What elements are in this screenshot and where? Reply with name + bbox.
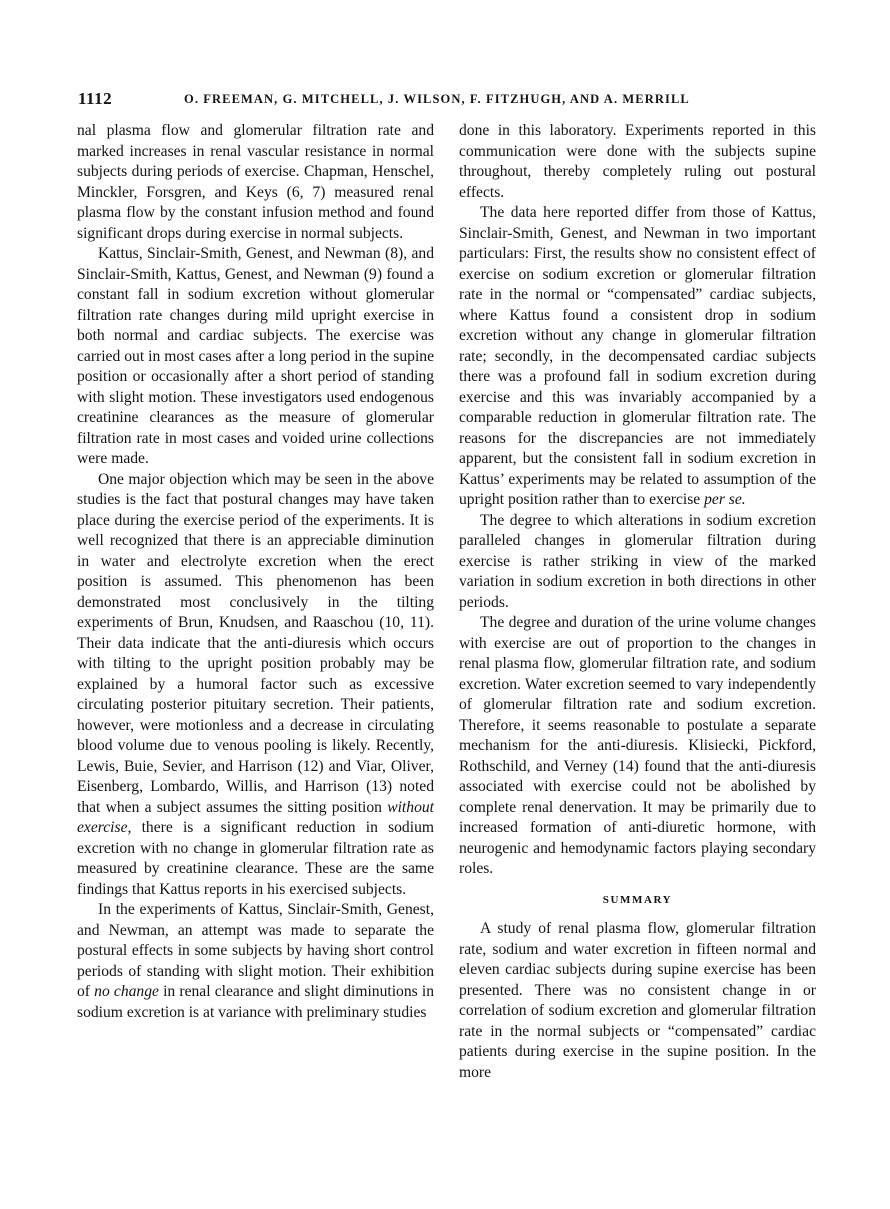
paragraph-kattus-findings: Kattus, Sinclair-Smith, Genest, and Newman (8), and Sinclair-Smith, Kattus, Genest, and Newman (9) found a constant fall in sodium excretion without glomerular filtration rate changes during mild upright exercise in both normal and cardiac subjects. The exercise was carried out in most cases after a long period in the supine position or occasionally after a short period of standing with slight motion. These investigators used endogenous creatinine clearances as the measure of glomerular filtration rate in most cases and voided urine collections were made. — [77, 245, 434, 467]
text-run: in renal clearance and slight diminutions in sodium excretion is at variance with preliminary studies — [77, 983, 434, 1021]
paragraph-summary: A study of renal plasma flow, glomerular filtration rate, sodium and water excretion in fifteen normal and eleven cardiac subjects during supine exercise has been presented. There was no consistent change in or correlation of sodium excretion and glomerular filtration rate in the normal subjects or “compensated” cardiac patients during exercise in the supine position. In the more — [459, 920, 816, 1081]
running-head-authors: O. FREEMAN, G. MITCHELL, J. WILSON, F. FITZHUGH, AND A. MERRILL — [184, 92, 690, 106]
section-heading-summary: SUMMARY — [602, 893, 673, 906]
paragraph-differences — [459, 203, 816, 511]
text-run: The data here reported differ from those of Kattus, Sinclair-Smith, Genest, and Newman in two important particulars: First, the results show no consistent effect of exercise on sodium excretion or glomerular filtration rate in the normal or “compensated” cardiac subjects, where Kattus found a consistent drop in sodium excretion without any change in glomerular filtration rate; secondly, in the decompensated cardiac subjects there was a profound fall in sodium excretion during exercise and this was invariably accompanied by a comparable reduction in glomerular filtration rate. The reasons for the discrepancies are not immediately apparent, but the consistent fall in sodium excretion in Kattus’ experiments may be related to assumption of the upright position rather than to exercise — [459, 204, 816, 508]
text-run: there is a significant reduction in sodium excretion with no change in glomerular filtration rate as measured by creatinine clearance. These are the same findings that Kattus reports in his exercised subjects. — [77, 819, 434, 898]
page-header — [78, 89, 818, 113]
text-run: In the experiments of Kattus, Sinclair-Smith, Genest, and Newman, an attempt was made to separate the postural effects in some subjects by having short control periods of standing with slight motion. Their exhibition of — [77, 901, 434, 1000]
left-column — [77, 121, 434, 1023]
italic-emphasis: per se. — [704, 491, 746, 508]
paragraph-postural-objection — [77, 470, 434, 901]
paragraph-continued: nal plasma flow and glomerular filtration rate and marked increases in renal vascular resistance in normal subjects during periods of exercise. Chapman, Henschel, Minckler, Forsgren, and Keys (6, 7) measured renal plasma flow by the constant infusion method and found significant drops during exercise in normal subjects. — [77, 122, 434, 242]
italic-emphasis: no change — [94, 983, 159, 1000]
italic-emphasis: without exercise, — [77, 798, 434, 836]
paragraph-urine-volume: The degree and duration of the urine volume changes with exercise are out of proportion to the changes in renal plasma flow, glomerular filtration rate, and sodium excretion. Water excretion seemed to vary independently of glomerular filtration rate and sodium excretion. Therefore, it seems reasonable to postulate a separate mechanism for the anti-diuresis. Klisiecki, Pickford, Rothschild, and Verney (14) found that the anti-diuresis associated with exercise could not be abolished by complete renal denervation. It may be primarily due to increased formation of anti-diuretic hormone, with neurogenic and hemodynamic factors playing secondary roles. — [459, 614, 816, 877]
paragraph-continued: done in this laboratory. Experiments reported in this communication were done with the subjects supine throughout, thereby completely ruling out postural effects. — [459, 122, 816, 201]
paragraph-postural-separation — [77, 900, 434, 1023]
page-number: 1112 — [78, 89, 113, 108]
right-column — [459, 121, 816, 1083]
paragraph-sodium-filtration: The degree to which alterations in sodium excretion paralleled changes in glomerular filtration during exercise is rather striking in view of the marked variation in sodium excretion in both directions in other periods. — [459, 511, 816, 611]
text-run: One major objection which may be seen in the above studies is the fact that postural changes may have taken place during the exercise period of the experiments. It is well recognized that there is an appreciable diminution in water and electrolyte excretion when the erect position is assumed. This phenomenon has been demonstrated most conclusively in the tilting experiments of Brun, Knudsen, and Raaschou (10, 11). Their data indicate that the anti-diuresis which occurs with tilting to the upright position probably may be explained by a humoral factor such as excessive circulating posterior pituitary secretion. Their patients, however, were motionless and a decrease in circulating blood volume due to venous pooling is likely. Recently, Lewis, Buie, Sevier, and Harrison (12) and Viar, Oliver, Eisenberg, Lombardo, Willis, and Harrison (13) noted that when a subject assumes the sitting position — [77, 470, 434, 816]
